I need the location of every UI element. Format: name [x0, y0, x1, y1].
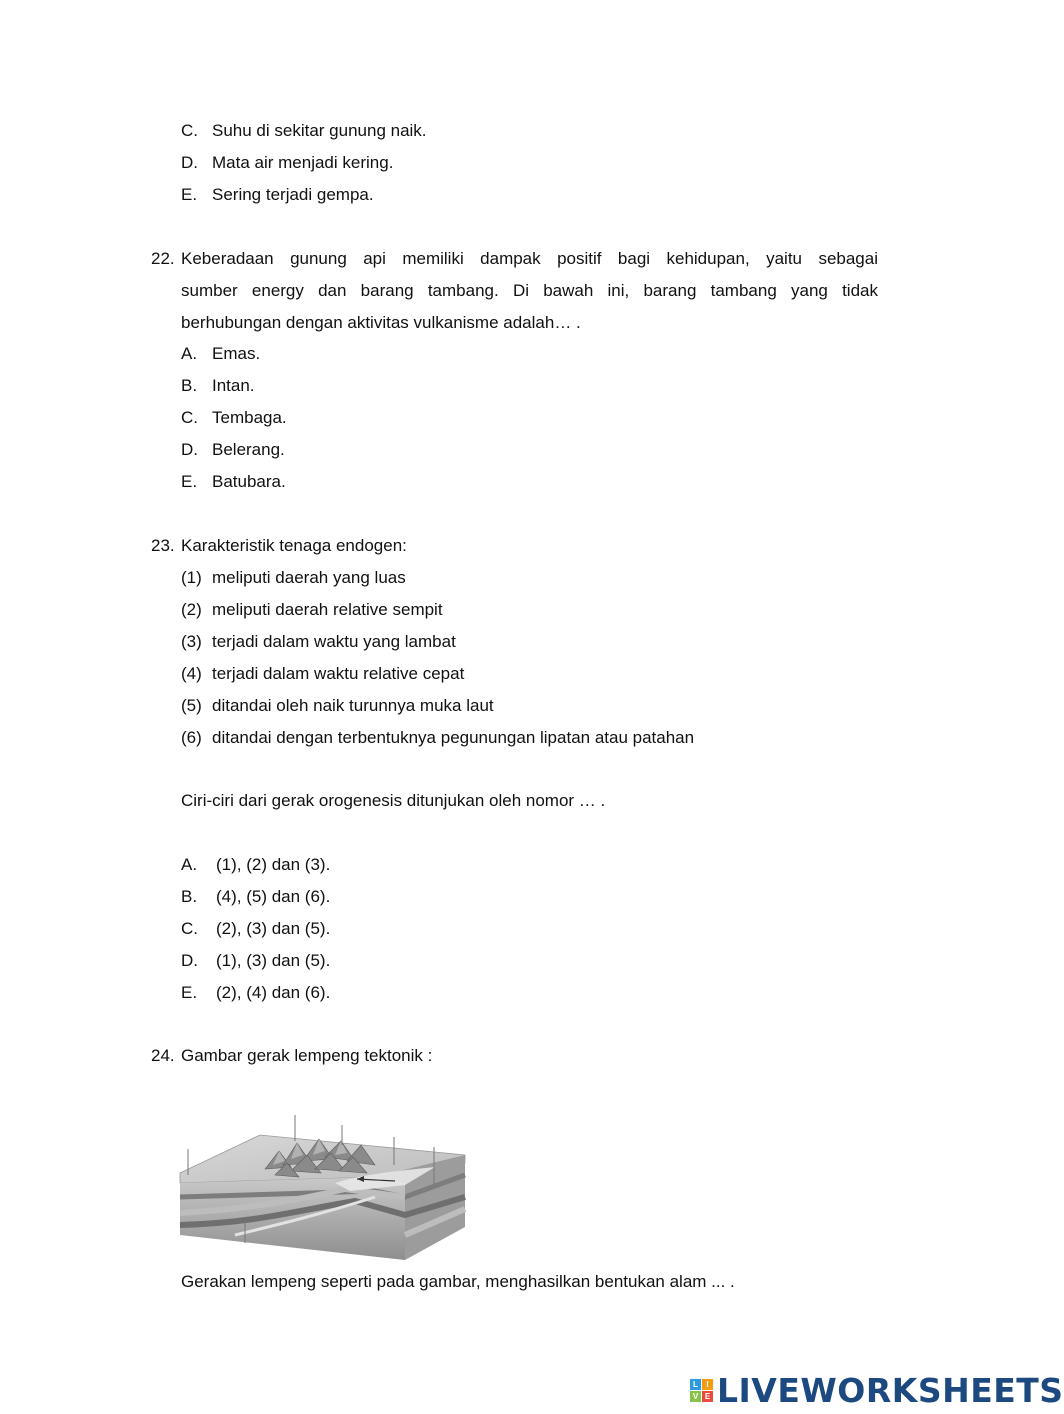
option-text: Belerang. — [212, 440, 285, 459]
item-label: (3) — [181, 632, 202, 651]
option-label: D. — [181, 153, 198, 172]
option-label: A. — [181, 344, 198, 363]
q22-stem-line-2: sumber energy dan barang tambang. Di bawah ini, barang tambang yang tidak — [181, 281, 878, 300]
logo-cell-l: L — [690, 1379, 701, 1390]
q24-number: 24. — [151, 1046, 175, 1065]
option-text: (1), (3) dan (5). — [216, 951, 331, 970]
item-label: (6) — [181, 728, 202, 747]
option-label: B. — [181, 376, 198, 395]
option-text: (2), (3) dan (5). — [216, 919, 331, 938]
q22-number: 22. — [151, 249, 175, 268]
option-label: A. — [181, 855, 198, 874]
tectonic-plate-figure — [175, 1105, 470, 1270]
item-text: ditandai oleh naik turunnya muka laut — [212, 696, 494, 715]
item-label: (5) — [181, 696, 202, 715]
logo-cell-e: E — [702, 1391, 713, 1402]
option-text: Suhu di sekitar gunung naik. — [212, 121, 427, 140]
option-text: Mata air menjadi kering. — [212, 153, 394, 172]
option-text: (1), (2) dan (3). — [216, 855, 331, 874]
option-text: Sering terjadi gempa. — [212, 185, 374, 204]
option-text: (2), (4) dan (6). — [216, 983, 331, 1002]
option-label: C. — [181, 121, 198, 140]
item-label: (1) — [181, 568, 202, 587]
option-text: Emas. — [212, 344, 261, 363]
option-label: E. — [181, 472, 198, 491]
item-text: terjadi dalam waktu yang lambat — [212, 632, 456, 651]
option-text: (4), (5) dan (6). — [216, 887, 331, 906]
item-label: (4) — [181, 664, 202, 683]
item-text: meliputi daerah relative sempit — [212, 600, 443, 619]
logo-grid-icon — [690, 1379, 714, 1403]
tectonic-plate-collision-icon — [175, 1105, 470, 1270]
item-text: meliputi daerah yang luas — [212, 568, 406, 587]
q23-question: Ciri-ciri dari gerak orogenesis ditunjukan oleh nomor … . — [181, 791, 606, 810]
q22-stem-line-3: berhubungan dengan aktivitas vulkanisme adalah… . — [181, 313, 581, 332]
q23-stem: Karakteristik tenaga endogen: — [181, 536, 407, 555]
q24-stem: Gambar gerak lempeng tektonik : — [181, 1046, 433, 1065]
option-label: C. — [181, 919, 198, 938]
option-label: D. — [181, 951, 198, 970]
liveworksheets-logo[interactable] — [690, 1371, 1064, 1411]
item-label: (2) — [181, 600, 202, 619]
option-text: Batubara. — [212, 472, 286, 491]
item-text: ditandai dengan terbentuknya pegunungan lipatan atau patahan — [212, 728, 695, 747]
option-text: Intan. — [212, 376, 255, 395]
q23-number: 23. — [151, 536, 175, 555]
option-label: D. — [181, 440, 198, 459]
logo-cell-v: V — [690, 1391, 701, 1402]
option-label: B. — [181, 887, 198, 906]
q22-stem-line-1: Keberadaan gunung api memiliki dampak positif bagi kehidupan, yaitu sebagai — [181, 249, 878, 268]
option-label: E. — [181, 983, 198, 1002]
logo-cell-i: I — [702, 1379, 713, 1390]
option-label: C. — [181, 408, 198, 427]
option-text: Tembaga. — [212, 408, 287, 427]
q24-question: Gerakan lempeng seperti pada gambar, menghasilkan bentukan alam ... . — [181, 1272, 735, 1291]
item-text: terjadi dalam waktu relative cepat — [212, 664, 465, 683]
option-label: E. — [181, 185, 198, 204]
logo-wordmark: LIVEWORKSHEETS — [717, 1371, 1064, 1410]
